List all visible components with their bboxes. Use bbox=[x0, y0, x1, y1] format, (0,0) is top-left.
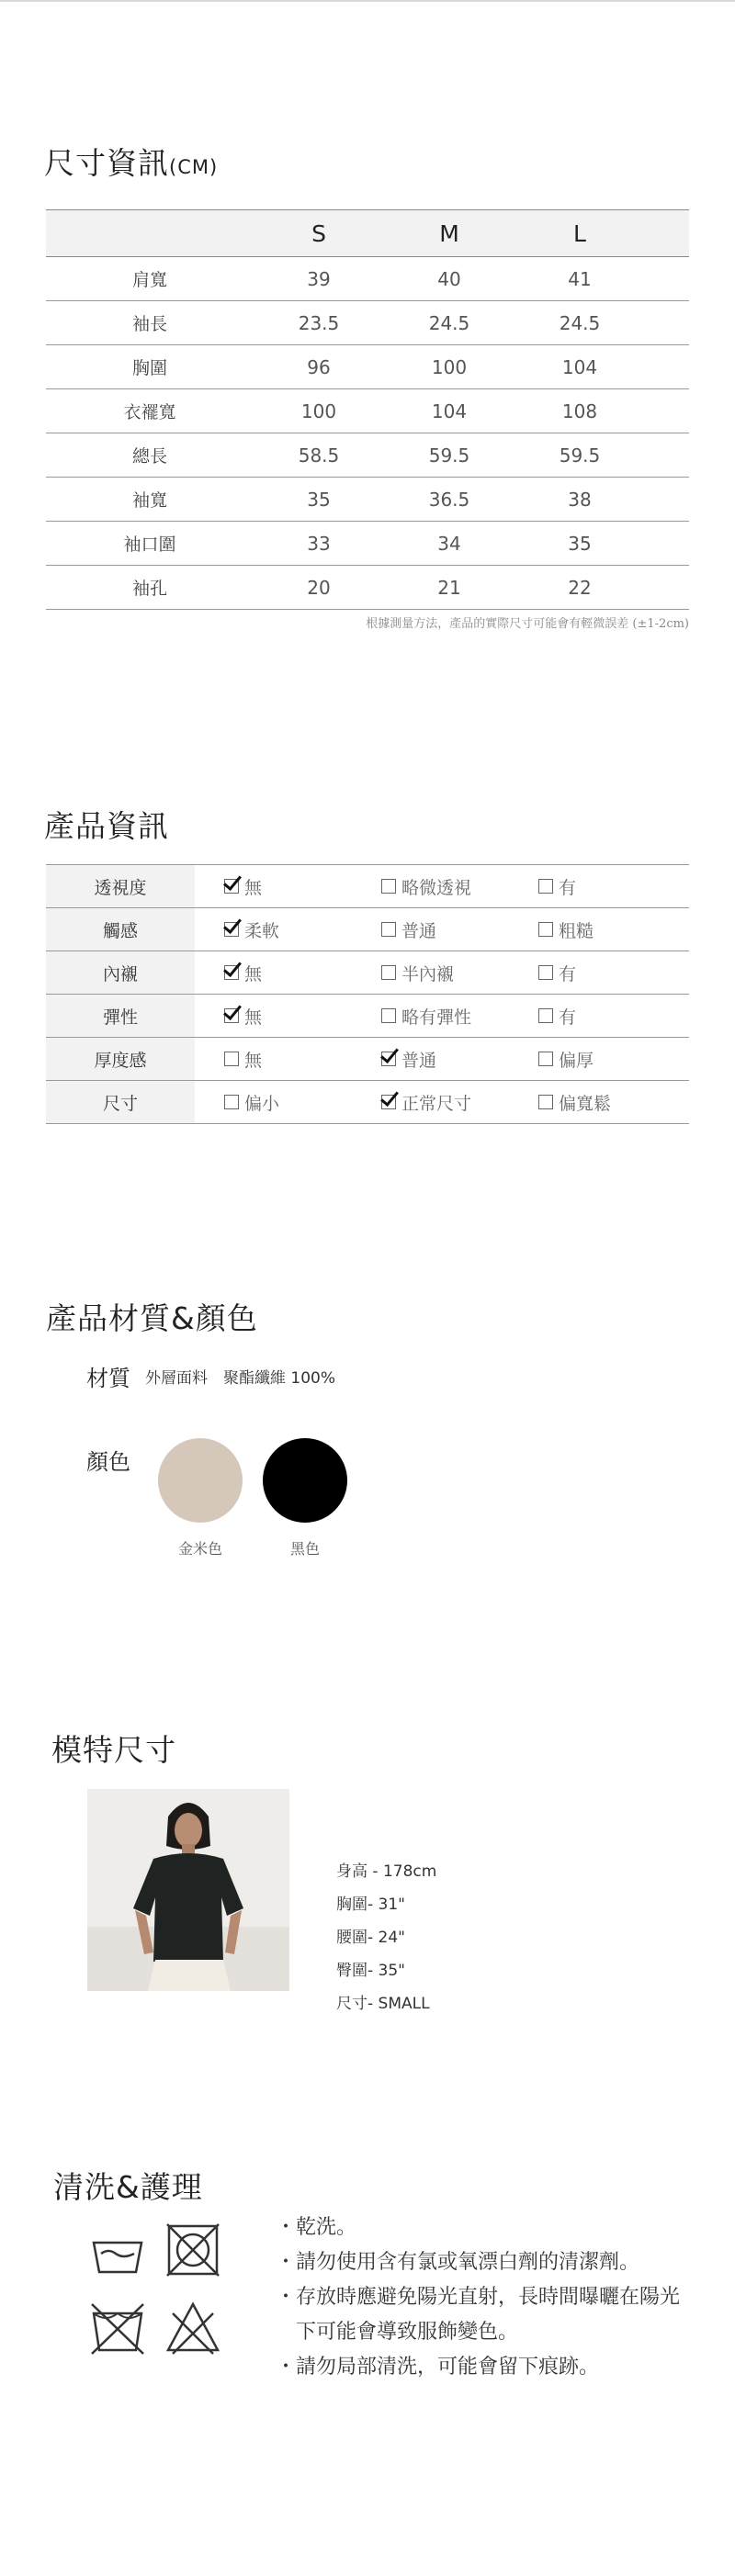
size-value-cell: 22 bbox=[514, 566, 645, 610]
model-section-title: 模特尺寸 bbox=[51, 1732, 176, 1768]
checkbox-icon[interactable] bbox=[381, 922, 396, 937]
size-value-cell: 36.5 bbox=[384, 478, 514, 522]
info-row bbox=[46, 1081, 689, 1124]
row-spacer bbox=[645, 522, 689, 566]
info-row bbox=[46, 865, 689, 908]
table-row bbox=[46, 257, 689, 301]
size-row-label: 袖口圍 bbox=[46, 522, 254, 566]
info-option-label: 無 bbox=[244, 1007, 263, 1028]
checkbox-icon[interactable] bbox=[538, 1008, 553, 1023]
size-table-header bbox=[46, 210, 689, 257]
size-row-label: 肩寬 bbox=[46, 257, 254, 301]
size-column-header: L bbox=[514, 210, 645, 257]
info-row bbox=[46, 995, 689, 1038]
care-line: 下可能會導致服飾變色。 bbox=[276, 2321, 519, 2344]
care-section-title: 清洗&護理 bbox=[53, 2169, 203, 2205]
info-option-label: 無 bbox=[244, 963, 263, 984]
info-option[interactable] bbox=[509, 865, 689, 908]
checked-checkbox-icon[interactable] bbox=[224, 965, 239, 980]
top-divider bbox=[0, 0, 735, 2]
info-option[interactable] bbox=[509, 951, 689, 995]
info-option[interactable] bbox=[509, 908, 689, 951]
row-spacer bbox=[645, 345, 689, 389]
info-option[interactable] bbox=[352, 908, 509, 951]
size-value-cell: 21 bbox=[384, 566, 514, 610]
info-option-label: 偏小 bbox=[244, 1093, 280, 1114]
info-option-label: 有 bbox=[559, 1007, 577, 1028]
info-option[interactable] bbox=[509, 1081, 689, 1124]
info-option[interactable] bbox=[352, 865, 509, 908]
size-title-unit: (CM) bbox=[169, 156, 219, 178]
table-row bbox=[46, 433, 689, 478]
info-option[interactable] bbox=[352, 995, 509, 1038]
size-value-cell: 100 bbox=[254, 389, 384, 433]
row-spacer bbox=[645, 301, 689, 345]
model-illustration bbox=[87, 1789, 289, 1991]
checkbox-icon[interactable] bbox=[381, 1008, 396, 1023]
checkbox-icon[interactable] bbox=[538, 922, 553, 937]
color-name-black: 黑色 bbox=[289, 1540, 320, 1558]
info-table bbox=[46, 864, 689, 1124]
size-value-cell: 38 bbox=[514, 478, 645, 522]
info-row bbox=[46, 1038, 689, 1081]
size-value-cell: 104 bbox=[514, 345, 645, 389]
size-note: 根據測量方法，產品的實際尺寸可能會有輕微誤差 (±1-2cm) bbox=[366, 617, 689, 631]
size-value-cell: 41 bbox=[514, 257, 645, 301]
size-title-text: 尺寸資訊 bbox=[44, 145, 169, 181]
info-row-label: 尺寸 bbox=[46, 1081, 195, 1124]
info-option-label: 無 bbox=[244, 877, 263, 898]
color-swatch-beige[interactable] bbox=[158, 1438, 243, 1523]
row-spacer bbox=[645, 433, 689, 478]
info-option[interactable] bbox=[195, 995, 352, 1038]
color-name-beige: 金米色 bbox=[177, 1540, 222, 1558]
info-option[interactable] bbox=[352, 951, 509, 995]
info-option[interactable] bbox=[352, 1081, 509, 1124]
size-row-label: 袖寬 bbox=[46, 478, 254, 522]
no-machine-wash-icon bbox=[90, 2300, 145, 2356]
checked-checkbox-icon[interactable] bbox=[381, 1052, 396, 1066]
info-option-label: 偏寬鬆 bbox=[559, 1093, 612, 1114]
info-option-label: 略微透視 bbox=[401, 877, 472, 898]
checkbox-icon[interactable] bbox=[224, 1095, 239, 1109]
size-value-cell: 59.5 bbox=[514, 433, 645, 478]
size-value-cell: 24.5 bbox=[514, 301, 645, 345]
checkbox-icon[interactable] bbox=[538, 1052, 553, 1066]
info-option-label: 略有彈性 bbox=[401, 1007, 472, 1028]
no-bleach-icon bbox=[165, 2300, 220, 2356]
table-row bbox=[46, 389, 689, 433]
info-option-label: 柔軟 bbox=[244, 920, 280, 941]
info-option-label: 有 bbox=[559, 877, 577, 898]
info-table-body bbox=[46, 865, 689, 1124]
info-option[interactable] bbox=[509, 1038, 689, 1081]
checked-checkbox-icon[interactable] bbox=[224, 1008, 239, 1023]
size-column-header: M bbox=[384, 210, 514, 257]
table-row bbox=[46, 478, 689, 522]
model-height: 身高 - 178cm bbox=[336, 1862, 437, 1881]
size-table-body bbox=[46, 257, 689, 610]
info-option[interactable] bbox=[195, 1081, 352, 1124]
size-value-cell: 23.5 bbox=[254, 301, 384, 345]
checked-checkbox-icon[interactable] bbox=[381, 1095, 396, 1109]
info-option[interactable] bbox=[195, 908, 352, 951]
care-line: ・乾洗。 bbox=[276, 2216, 357, 2239]
info-option-label: 粗糙 bbox=[559, 920, 594, 941]
info-option[interactable] bbox=[352, 1038, 509, 1081]
info-row bbox=[46, 951, 689, 995]
info-option-label: 無 bbox=[244, 1050, 263, 1071]
info-option[interactable] bbox=[195, 951, 352, 995]
row-spacer bbox=[645, 389, 689, 433]
checked-checkbox-icon[interactable] bbox=[224, 879, 239, 894]
table-row bbox=[46, 522, 689, 566]
info-row-label: 內襯 bbox=[46, 951, 195, 995]
size-value-cell: 40 bbox=[384, 257, 514, 301]
info-option-label: 正常尺寸 bbox=[401, 1093, 472, 1114]
care-line: ・請勿使用含有氯或氧漂白劑的清潔劑。 bbox=[276, 2251, 640, 2274]
size-row-label: 袖孔 bbox=[46, 566, 254, 610]
color-label: 顏色 bbox=[86, 1449, 130, 1475]
table-row bbox=[46, 345, 689, 389]
info-option-label: 普通 bbox=[401, 1050, 437, 1071]
row-spacer bbox=[645, 257, 689, 301]
checkbox-icon[interactable] bbox=[538, 965, 553, 980]
size-row-label: 胸圍 bbox=[46, 345, 254, 389]
info-option[interactable] bbox=[195, 865, 352, 908]
size-value-cell: 96 bbox=[254, 345, 384, 389]
size-value-cell: 20 bbox=[254, 566, 384, 610]
header-spacer bbox=[645, 210, 689, 257]
model-waist: 腰圍- 24" bbox=[336, 1929, 405, 1947]
checkbox-icon[interactable] bbox=[381, 879, 396, 894]
info-option[interactable] bbox=[509, 995, 689, 1038]
model-photo bbox=[87, 1789, 289, 1991]
size-column-header: S bbox=[254, 210, 384, 257]
checkbox-icon[interactable] bbox=[538, 1095, 553, 1109]
size-row-label: 袖長 bbox=[46, 301, 254, 345]
row-spacer bbox=[645, 566, 689, 610]
info-option-label: 普通 bbox=[401, 920, 437, 941]
care-line: ・請勿局部清洗，可能會留下痕跡。 bbox=[276, 2356, 600, 2379]
size-value-cell: 24.5 bbox=[384, 301, 514, 345]
info-row-label: 彈性 bbox=[46, 995, 195, 1038]
table-row bbox=[46, 301, 689, 345]
info-row bbox=[46, 908, 689, 951]
size-value-cell: 35 bbox=[514, 522, 645, 566]
info-row-label: 透視度 bbox=[46, 865, 195, 908]
info-row-label: 厚度感 bbox=[46, 1038, 195, 1081]
no-tumble-dry-icon bbox=[165, 2222, 220, 2278]
info-section-title: 產品資訊 bbox=[44, 808, 169, 844]
size-value-cell: 34 bbox=[384, 522, 514, 566]
material-label: 材質 bbox=[86, 1366, 130, 1391]
size-value-cell: 39 bbox=[254, 257, 384, 301]
info-option-label: 偏厚 bbox=[559, 1050, 594, 1071]
info-option[interactable] bbox=[195, 1038, 352, 1081]
table-row bbox=[46, 566, 689, 610]
model-bust: 胸圍- 31" bbox=[336, 1895, 405, 1914]
size-value-cell: 59.5 bbox=[384, 433, 514, 478]
size-section-title bbox=[44, 140, 218, 183]
checkbox-icon[interactable] bbox=[538, 879, 553, 894]
checkbox-icon[interactable] bbox=[224, 1052, 239, 1066]
hand-wash-icon bbox=[90, 2222, 145, 2278]
model-size: 尺寸- SMALL bbox=[336, 1995, 430, 2013]
model-hip: 臀圍- 35" bbox=[336, 1962, 405, 1980]
checked-checkbox-icon[interactable] bbox=[224, 922, 239, 937]
size-table bbox=[46, 209, 689, 610]
size-value-cell: 104 bbox=[384, 389, 514, 433]
care-line: ・存放時應避免陽光直射，長時間曝曬在陽光 bbox=[276, 2286, 681, 2309]
material-section-title: 產品材質&顏色 bbox=[46, 1300, 258, 1336]
size-value-cell: 35 bbox=[254, 478, 384, 522]
info-option-label: 有 bbox=[559, 963, 577, 984]
size-row-label: 衣襬寬 bbox=[46, 389, 254, 433]
size-row-label: 總長 bbox=[46, 433, 254, 478]
header-blank bbox=[46, 210, 254, 257]
checkbox-icon[interactable] bbox=[381, 965, 396, 980]
size-value-cell: 58.5 bbox=[254, 433, 384, 478]
color-swatch-black[interactable] bbox=[263, 1438, 347, 1523]
size-value-cell: 108 bbox=[514, 389, 645, 433]
size-value-cell: 100 bbox=[384, 345, 514, 389]
size-value-cell: 33 bbox=[254, 522, 384, 566]
material-value: 外層面料 聚酯纖維 100% bbox=[145, 1369, 336, 1388]
row-spacer bbox=[645, 478, 689, 522]
info-row-label: 觸感 bbox=[46, 908, 195, 951]
info-option-label: 半內襯 bbox=[401, 963, 455, 984]
